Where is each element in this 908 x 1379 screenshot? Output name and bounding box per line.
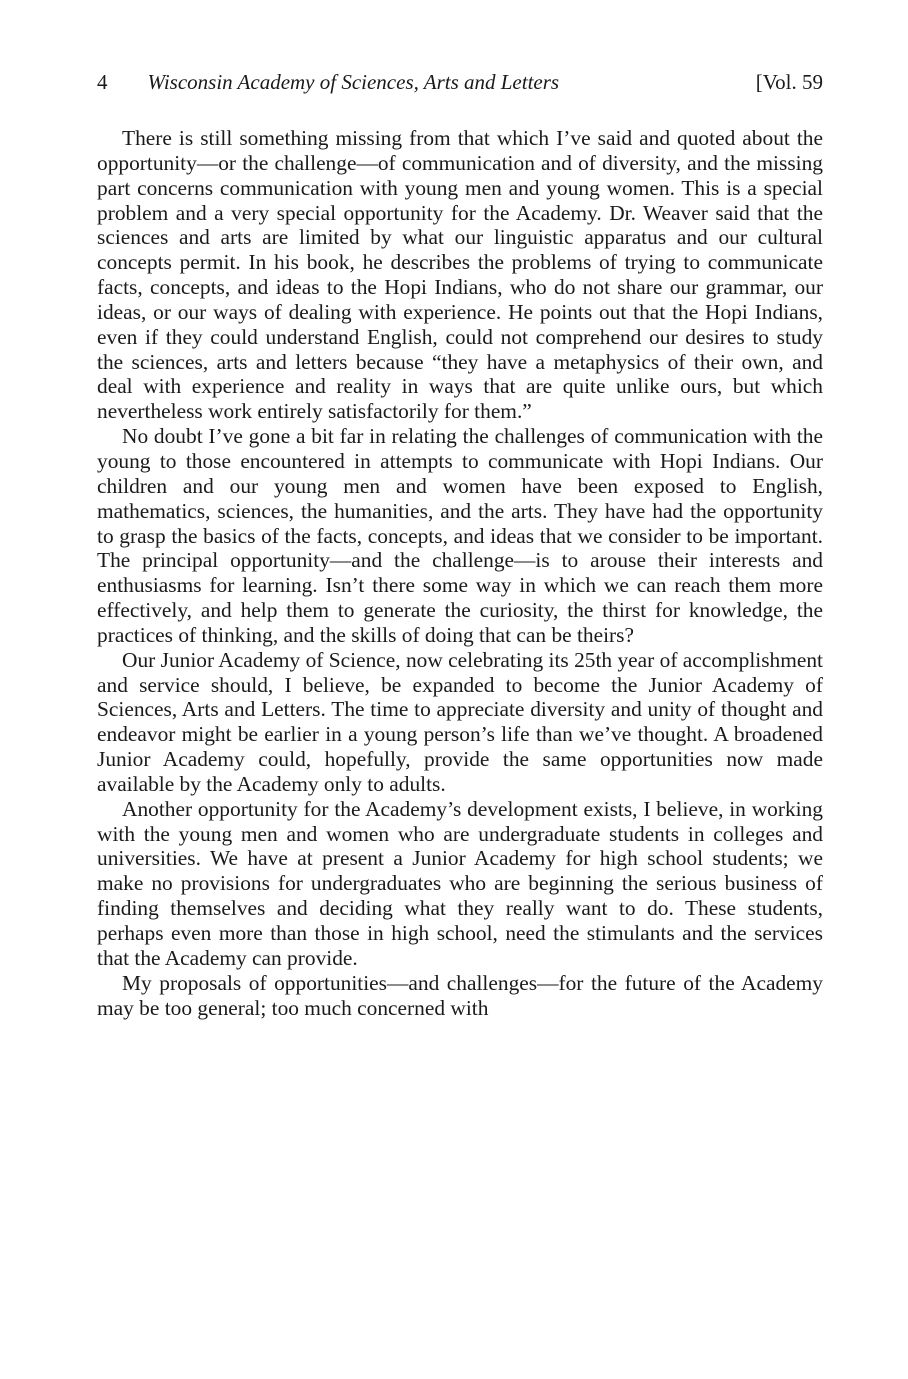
journal-title: Wisconsin Academy of Sciences, Arts and Letters bbox=[147, 70, 560, 94]
running-head bbox=[97, 70, 823, 106]
page-number: 4 bbox=[97, 70, 108, 94]
volume-label: [Vol. 59 bbox=[755, 70, 823, 94]
body-text bbox=[97, 126, 823, 1020]
paragraph-4: Another opportunity for the Academy’s development exists, I believe, in working with the young men and women who are undergraduate students in colleges and universities. We have at present a Junior Academy for high school students; we make no provisions for undergraduates who are beginning the serious business of finding themselves and deciding what they really want to do. These students, perhaps even more than those in high school, need the stimulants and the services that the Academy can provide. bbox=[97, 796, 823, 970]
document-page bbox=[97, 70, 823, 1020]
paragraph-2: No doubt I’ve gone a bit far in relating the challenges of communication with the young to those encountered in attempts to communicate with Hopi Indians. Our children and our young men and women have been exposed to English, mathematics, sciences, the humanities, and the arts. They have had the opportunity to grasp the basics of the facts, concepts, and ideas that we consider to be important. The principal opportunity—and the challenge—is to arouse their interests and enthusiasms for learning. Isn’t there some way in which we can reach them more effectively, and help them to generate the curiosity, the thirst for knowledge, the practices of thinking, and the skills of doing that can be theirs? bbox=[97, 424, 823, 647]
paragraph-5: My proposals of opportunities—and challenges—for the future of the Academy may be too general; too much concerned with bbox=[97, 970, 823, 1020]
paragraph-1: There is still something missing from that which I’ve said and quoted about the opportunity—or the challenge—of communication and of diversity, and the missing part concerns communication with young men and young women. This is a special problem and a very special opportunity for the Academy. Dr. Weaver said that the sciences and arts are limited by what our linguistic apparatus and our cultural concepts permit. In his book, he describes the problems of trying to communicate facts, concepts, and ideas to the Hopi Indians, who do not share our grammar, our ideas, or our ways of dealing with experience. He points out that the Hopi Indians, even if they could understand English, could not comprehend our desires to study the sciences, arts and letters because “they have a metaphysics of their own, and deal with experience and reality in ways that are quite unlike ours, but which nevertheless work entirely satisfactorily for them.” bbox=[97, 126, 823, 424]
paragraph-3: Our Junior Academy of Science, now celebrating its 25th year of accomplishment and service should, I believe, be expanded to become the Junior Academy of Sciences, Arts and Letters. The time to appreciate diversity and unity of thought and endeavor might be earlier in a young person’s life than we’ve thought. A broadened Junior Academy could, hopefully, provide the same opportunities now made available by the Academy only to adults. bbox=[97, 647, 823, 796]
